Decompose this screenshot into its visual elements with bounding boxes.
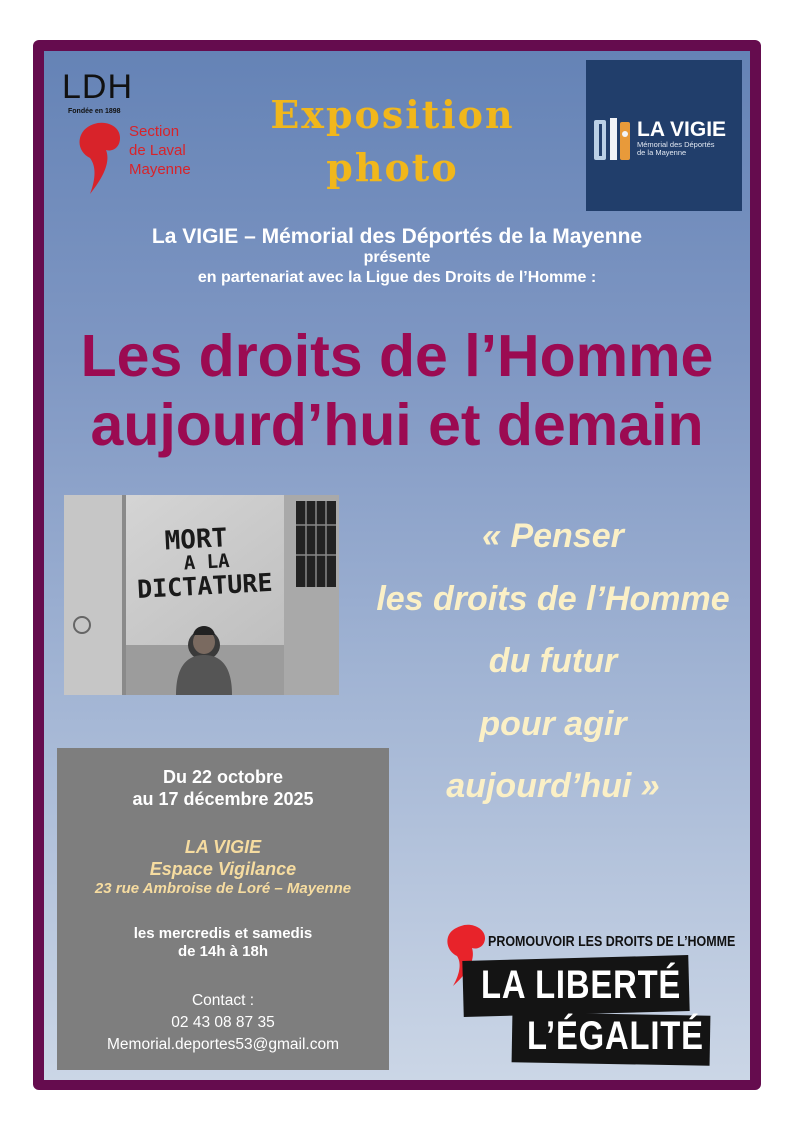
info-box xyxy=(57,748,389,1070)
opening-hours: les mercredis et samedis de 14h à 18h xyxy=(133,925,313,960)
quote-block: « Penser les droits de l’Homme du futur pour agir aujourd’hui » xyxy=(376,517,730,806)
vigie-name: LA VIGIE xyxy=(637,118,727,141)
presenter-line: présente xyxy=(363,249,431,266)
dictature-photo xyxy=(64,495,339,695)
exposition-heading: Exposition photo xyxy=(270,92,515,190)
promo-egalite: L’ÉGALITÉ xyxy=(527,1014,704,1058)
contact-label: Contact : xyxy=(191,992,255,1009)
venue-block: LA VIGIE Espace Vigilance 23 rue Ambroise de Loré – Mayenne xyxy=(94,837,352,897)
ldh-section-label: Section de Laval Mayenne xyxy=(129,123,191,178)
contact-email[interactable]: Memorial.deportes53@gmail.com xyxy=(107,1036,339,1053)
graffiti-text: MORT A LA DICTATURE xyxy=(136,523,274,604)
vigie-emblem-icon xyxy=(590,114,634,164)
promo-tagline: PROMOUVOIR LES DROITS DE L’HOMME xyxy=(488,934,736,950)
ldh-founded: Fondée en 1898 xyxy=(68,108,121,115)
contact-phone[interactable]: 02 43 08 87 35 xyxy=(171,1014,275,1031)
presenter-line: La VIGIE – Mémorial des Déportés de la Mayenne xyxy=(151,225,643,248)
exhibition-dates: Du 22 octobre au 17 décembre 2025 xyxy=(132,767,314,809)
main-title: Les droits de l’Homme aujourd’hui et demain xyxy=(80,323,714,458)
ldh-bird-icon xyxy=(76,120,128,196)
contact-block xyxy=(57,990,389,1056)
presenter-line: en partenariat avec la Ligue des Droits de l’Homme : xyxy=(197,269,597,286)
promo-liberte: LA LIBERTÉ xyxy=(481,963,682,1007)
presenter-block xyxy=(44,225,750,289)
ldh-acronym: LDH xyxy=(62,68,134,106)
promo-logo xyxy=(445,920,735,1070)
vigie-subtitle: Mémorial des Déportés de la Mayenne xyxy=(637,140,715,157)
